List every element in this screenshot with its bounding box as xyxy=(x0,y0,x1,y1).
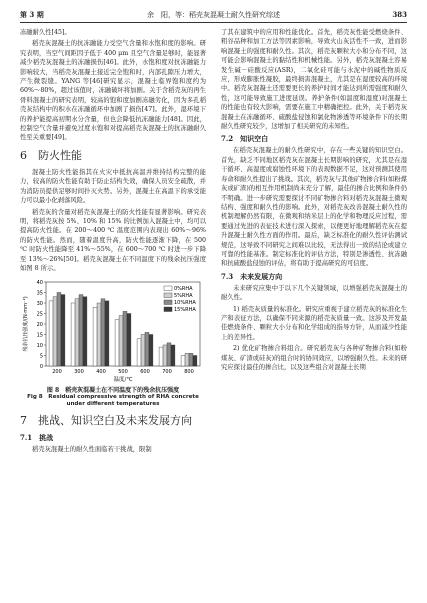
x-tick-label: 600 xyxy=(140,369,150,376)
y-tick-label: 30 xyxy=(36,301,43,308)
paragraph: 稻壳灰混凝土的抗冻融能力受空气含量和水饱和度的影响。研究表明，当空气间距因子低于 400 μm 且空气含量足够时，能显著减少稻壳灰混凝土的冻融损伤[46]。此外，水饱和度对抗冻融能力影响较大，当稻壳灰混凝土接近完全饱和时，内部孔隙压力增大，产生微裂缝。YANG 等[46]研究显示，混凝土临界饱和度约为 60%～80%，超过该值时，冻融破坏将加剧。关于含稻壳灰的再生骨料混凝土的研究表明，较高的饱和度加剧冻融劣化，因为多孔稻壳灰结构中的积水在冻融循环中加剧了损伤[47]。此外，湿环境下的养护能提高初期水分含量，但也会降低抗冻融能力[48]。因此，控制空气含量并避免过度水饱和对提高稻壳灰混凝土的抗冻融耐久性至关重要[49]。 xyxy=(20,40,206,142)
x-tick-label: 700 xyxy=(162,369,172,376)
bar xyxy=(83,297,87,366)
x-tick-label: 800 xyxy=(184,369,194,376)
y-tick-label: 15 xyxy=(36,332,43,339)
section-heading: 6 防火性能 xyxy=(20,148,82,162)
bar xyxy=(101,299,105,366)
bar xyxy=(97,303,101,366)
bar xyxy=(71,303,75,366)
bar xyxy=(79,295,83,366)
bar xyxy=(49,301,53,366)
x-axis-label: 温度/℃ xyxy=(113,377,133,384)
figure-caption-cn: 图 8 稻壳灰混凝土在不同温度下的残余抗压强度 xyxy=(46,387,180,395)
paragraph: 混凝土防火性能指其在火灾中抵抗高温并维持结构完整的能力，较高的防火性能有助于防止结构失效，确保人员安全疏散，并为消防员提供足够时间扑灭火势。另外，混凝土在高温下的承受能力可以最小化剥落风险。 xyxy=(20,168,206,205)
bar xyxy=(75,299,79,366)
bar xyxy=(167,343,171,366)
paragraph: 稻壳灰的含量对稻壳灰混凝土的防火性能有显著影响。研究表明，将稻壳灰按 5%、10% 和 15% 的比例加入混凝土中，均可以提高防火性能。在 200～400 ℃ 温度范围内表现出 60%～96% 的防火性能。然而，随着温度升高，防火性能逐渐下降，在 500 ℃ 时防火性能降至 41%～55%，在 600～700 ℃ 时进一步下降至 13%～26%[50]。稻壳灰混凝土在不同温度下的残余抗压强度如图 8 所示。 xyxy=(20,208,206,272)
bar xyxy=(137,339,141,366)
bar xyxy=(189,354,193,367)
bar xyxy=(105,301,109,366)
figure-caption-en: Fig 8 Residual compressive strength of RHA concrete under different temperatures xyxy=(27,394,199,408)
subsection-heading: 7.3 未来发展方向 xyxy=(221,271,283,281)
bar xyxy=(141,335,145,367)
bar xyxy=(171,345,175,366)
legend-label: 15%RHA xyxy=(174,307,196,314)
bar xyxy=(185,354,189,367)
x-tick-label: 500 xyxy=(118,369,128,376)
bar xyxy=(149,335,153,367)
section-heading: 7 挑战、知识空白及未来发展方向 xyxy=(20,414,192,428)
y-tick-label: 10 xyxy=(36,343,43,350)
legend-swatch xyxy=(164,307,172,312)
legend-label: 10%RHA xyxy=(174,300,196,307)
legend-swatch xyxy=(164,286,172,291)
y-axis-label: 残余抗压强度/(N·mm⁻²) xyxy=(23,296,29,352)
bar xyxy=(193,356,197,367)
bar xyxy=(127,314,131,367)
legend-label: 5%RHA xyxy=(174,293,193,300)
left-column xyxy=(20,28,206,457)
issue-label: 第 3 期 xyxy=(20,10,44,19)
paragraph: 2) 优化矿物掺合料组合。研究稻壳灰与各种矿物掺合料(如粉煤灰、矿渣或硅灰)的组合时的协同效应，以增强耐久性。未来的研究应探讨最佳的掺合比，以及这些组合对混凝土长期 xyxy=(221,345,407,371)
subsection-heading: 7.1 挑战 xyxy=(20,433,54,443)
y-tick-label: 35 xyxy=(36,290,43,297)
y-tick-label: 0 xyxy=(39,364,43,371)
running-header xyxy=(20,8,407,23)
x-tick-label: 400 xyxy=(96,369,106,376)
legend-swatch xyxy=(164,300,172,305)
bar xyxy=(53,297,57,366)
page-number: 383 xyxy=(392,10,407,19)
bar xyxy=(119,316,123,366)
paragraph: 在稻壳灰混凝土的耐久性研究中，存在一些关键的知识空白。首先，缺乏不同地区稻壳灰在混凝土长期影响的研究，尤其是在湿干循环、高湿度或腐蚀性环境下的表现数据不足，这对预测其使用寿命和耐久性提出了挑战。其次，稻壳灰与其他矿物掺合料(如粉煤灰或矿渣)的相互作用机制尚未充分了解，最佳的掺合比例和条件仍不明确。进一步研究需要探讨不同矿物掺合料对稻壳灰混凝土微观结构、强度和耐久性的影响。此外，对稻壳灰改善混凝土耐久性的机制理解仍然有限，在微观和纳米层上的化学和物理反应过程，需要通过先进的表征技术进行深入探索，以便更好地理解稻壳灰在提升混凝土耐久性方面的作用。最后，缺乏标准化的耐久性评估测试规范，这导致不同研究之间难以比较，无法得出一致的结论或建立可靠的性能基准。制定标准化的评估方法，特别是渗透性、抗冻融和抗硫酸盐侵蚀的评估，将有助于提高研究的可信度。 xyxy=(221,147,407,268)
bar xyxy=(115,320,119,366)
paragraph: 稻壳灰混凝土的耐久性面临若干挑战，限制 xyxy=(32,446,152,454)
bar xyxy=(181,356,185,367)
bar xyxy=(61,295,65,366)
bar xyxy=(145,333,149,367)
running-title: 余 阳，等：稻壳灰混凝土耐久性研究综述 xyxy=(147,11,280,19)
bar xyxy=(93,308,97,367)
paragraph: 未来研究应集中于以下几个关键领域，以增强稻壳灰混凝土的耐久性。 xyxy=(221,284,407,302)
legend-label: 0%RHA xyxy=(174,286,193,293)
y-tick-label: 40 xyxy=(36,280,43,287)
y-tick-label: 20 xyxy=(36,322,43,329)
legend-swatch xyxy=(164,293,172,298)
x-tick-label: 200 xyxy=(52,369,62,376)
y-tick-label: 5 xyxy=(39,353,43,360)
subsection-heading: 7.2 知识空白 xyxy=(221,134,269,144)
bar xyxy=(57,293,61,367)
bar xyxy=(159,347,163,366)
right-column xyxy=(221,28,407,374)
x-tick-label: 300 xyxy=(74,369,84,376)
bar xyxy=(163,345,167,366)
paragraph: 1) 稻壳灰质量的标准化。研究应重视于建立稻壳灰的标准化生产和表征方法，以确保不同来源的稻壳灰质量一致。这涉及开发最佳燃烧条件、颗粒大小分布和化学组成的指导方针，从而减少性能上的差异性。 xyxy=(221,305,407,341)
y-tick-label: 25 xyxy=(36,311,43,318)
bar xyxy=(123,312,127,367)
figure-8 xyxy=(20,276,206,408)
paragraph: 了其在建筑中的应用和性能优化。首先，稻壳灰性能受燃烧条件、粗谷品种和加工方法等因素影响，导致火山灰活性不一致，进而影响混凝土的强度和耐久性。其次，稻壳灰颗粒大小和分布不同，这可能会影响混凝土的黏结性和机械性能。另外，稻壳灰混凝土容易发生碱－硅酸反应(ASR)，二氧化硅可能与水泥中的碱性物质反应，形成膨胀性凝胶，最终损害混凝土，尤其是在湿度较高的环境中。稻壳灰混凝土还需要更长的养护时间才能达到所需强度和耐久性，这可能导致施工进度延误。养护条件(如温度和湿度)对混凝土的性能也有较大影响，需要在施工中精确把控。此外，关于稻壳灰混凝土在冻融循环、硫酸盐侵蚀和氯化物渗透等环境条件下的长期耐久性研究较少，这增加了相关研究的未知性。 xyxy=(221,29,407,131)
paragraph: 冻融耐久性[45]。 xyxy=(20,29,71,36)
bar-chart xyxy=(20,276,206,384)
